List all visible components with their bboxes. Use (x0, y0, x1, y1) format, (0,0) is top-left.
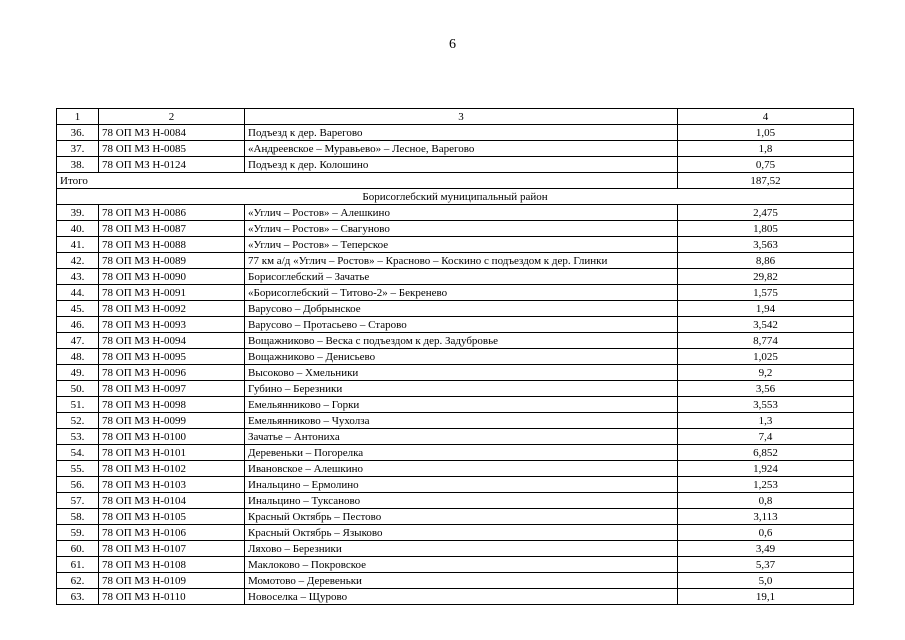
road-name-cell: «Углич – Ростов» – Свагуново (245, 221, 678, 237)
road-name-cell: «Борисоглебский – Титово-2» – Бекренево (245, 285, 678, 301)
table-header-row (57, 109, 854, 125)
road-code-cell: 78 ОП МЗ Н-0085 (99, 141, 245, 157)
road-name-cell: Деревеньки – Погорелка (245, 445, 678, 461)
row-number-cell: 52. (57, 413, 99, 429)
road-code-cell: 78 ОП МЗ Н-0099 (99, 413, 245, 429)
road-length-cell: 29,82 (678, 269, 854, 285)
table-row (57, 285, 854, 301)
row-number-cell: 42. (57, 253, 99, 269)
road-code-cell: 78 ОП МЗ Н-0109 (99, 573, 245, 589)
road-length-cell: 8,774 (678, 333, 854, 349)
road-code-cell: 78 ОП МЗ Н-0084 (99, 125, 245, 141)
row-number-cell: 44. (57, 285, 99, 301)
row-number-cell: 49. (57, 365, 99, 381)
road-name-cell: Новоселка – Щурово (245, 589, 678, 605)
road-length-cell: 0,75 (678, 157, 854, 173)
road-code-cell: 78 ОП МЗ Н-0089 (99, 253, 245, 269)
road-length-cell: 7,4 (678, 429, 854, 445)
row-number-cell: 62. (57, 573, 99, 589)
row-number-cell: 47. (57, 333, 99, 349)
table-row (57, 157, 854, 173)
table-row (57, 381, 854, 397)
table-row (57, 269, 854, 285)
road-name-cell: Инальцино – Ермолино (245, 477, 678, 493)
table-row (57, 557, 854, 573)
table-row (57, 253, 854, 269)
row-number-cell: 57. (57, 493, 99, 509)
row-number-cell: 50. (57, 381, 99, 397)
road-name-cell: Красный Октябрь – Языково (245, 525, 678, 541)
table-row (57, 301, 854, 317)
row-number-cell: 39. (57, 205, 99, 221)
roads-table-body (57, 109, 854, 605)
row-number-cell: 37. (57, 141, 99, 157)
table-row (57, 525, 854, 541)
road-name-cell: Красный Октябрь – Пестово (245, 509, 678, 525)
road-length-cell: 19,1 (678, 589, 854, 605)
road-length-cell: 9,2 (678, 365, 854, 381)
total-row (57, 173, 854, 189)
road-code-cell: 78 ОП МЗ Н-0092 (99, 301, 245, 317)
table-row (57, 573, 854, 589)
table-row (57, 333, 854, 349)
table-row (57, 413, 854, 429)
road-name-cell: Ляхово – Березники (245, 541, 678, 557)
row-number-cell: 40. (57, 221, 99, 237)
table-row (57, 349, 854, 365)
road-length-cell: 3,49 (678, 541, 854, 557)
table-row (57, 589, 854, 605)
road-length-cell: 1,05 (678, 125, 854, 141)
row-number-cell: 46. (57, 317, 99, 333)
road-name-cell: Подъезд к дер. Колошино (245, 157, 678, 173)
table-row (57, 493, 854, 509)
road-name-cell: Момотово – Деревеньки (245, 573, 678, 589)
road-length-cell: 5,0 (678, 573, 854, 589)
road-length-cell: 3,56 (678, 381, 854, 397)
table-row (57, 541, 854, 557)
row-number-cell: 51. (57, 397, 99, 413)
road-length-cell: 0,6 (678, 525, 854, 541)
table-row (57, 237, 854, 253)
road-length-cell: 5,37 (678, 557, 854, 573)
road-length-cell: 2,475 (678, 205, 854, 221)
road-name-cell: Варусово – Добрынское (245, 301, 678, 317)
road-length-cell: 3,542 (678, 317, 854, 333)
header-cell-code: 2 (99, 109, 245, 125)
road-code-cell: 78 ОП МЗ Н-0102 (99, 461, 245, 477)
road-code-cell: 78 ОП МЗ Н-0103 (99, 477, 245, 493)
road-code-cell: 78 ОП МЗ Н-0088 (99, 237, 245, 253)
road-code-cell: 78 ОП МЗ Н-0100 (99, 429, 245, 445)
table-row (57, 397, 854, 413)
road-code-cell: 78 ОП МЗ Н-0087 (99, 221, 245, 237)
road-name-cell: 77 км а/д «Углич – Ростов» – Красново – Коскино с подъездом к дер. Глинки (245, 253, 678, 269)
road-code-cell: 78 ОП МЗ Н-0104 (99, 493, 245, 509)
road-name-cell: Варусово – Протасьево – Старово (245, 317, 678, 333)
table-row (57, 477, 854, 493)
header-cell-number: 1 (57, 109, 99, 125)
total-value: 187,52 (678, 173, 854, 189)
road-code-cell: 78 ОП МЗ Н-0105 (99, 509, 245, 525)
header-cell-name: 3 (245, 109, 678, 125)
row-number-cell: 38. (57, 157, 99, 173)
table-row (57, 461, 854, 477)
road-length-cell: 1,575 (678, 285, 854, 301)
table-row (57, 125, 854, 141)
row-number-cell: 43. (57, 269, 99, 285)
table-row (57, 141, 854, 157)
table-row (57, 317, 854, 333)
table-row (57, 365, 854, 381)
district-title: Борисоглебский муниципальный район (57, 189, 854, 205)
row-number-cell: 58. (57, 509, 99, 525)
road-code-cell: 78 ОП МЗ Н-0094 (99, 333, 245, 349)
road-code-cell: 78 ОП МЗ Н-0107 (99, 541, 245, 557)
road-name-cell: «Андреевское – Муравьево» – Лесное, Варегово (245, 141, 678, 157)
road-length-cell: 3,113 (678, 509, 854, 525)
road-length-cell: 1,8 (678, 141, 854, 157)
road-length-cell: 3,563 (678, 237, 854, 253)
row-number-cell: 63. (57, 589, 99, 605)
road-name-cell: Ивановское – Алешкино (245, 461, 678, 477)
road-length-cell: 6,852 (678, 445, 854, 461)
row-number-cell: 56. (57, 477, 99, 493)
road-code-cell: 78 ОП МЗ Н-0101 (99, 445, 245, 461)
road-code-cell: 78 ОП МЗ Н-0106 (99, 525, 245, 541)
table-row (57, 445, 854, 461)
total-label: Итого (57, 173, 678, 189)
road-name-cell: Инальцино – Туксаново (245, 493, 678, 509)
header-cell-length: 4 (678, 109, 854, 125)
road-code-cell: 78 ОП МЗ Н-0098 (99, 397, 245, 413)
district-row (57, 189, 854, 205)
road-code-cell: 78 ОП МЗ Н-0086 (99, 205, 245, 221)
row-number-cell: 48. (57, 349, 99, 365)
road-name-cell: Емельянниково – Чухолза (245, 413, 678, 429)
road-length-cell: 8,86 (678, 253, 854, 269)
road-code-cell: 78 ОП МЗ Н-0110 (99, 589, 245, 605)
road-name-cell: Емельянниково – Горки (245, 397, 678, 413)
row-number-cell: 55. (57, 461, 99, 477)
table-row (57, 221, 854, 237)
road-code-cell: 78 ОП МЗ Н-0091 (99, 285, 245, 301)
road-length-cell: 3,553 (678, 397, 854, 413)
table-row (57, 509, 854, 525)
road-length-cell: 1,253 (678, 477, 854, 493)
table-row (57, 205, 854, 221)
road-length-cell: 0,8 (678, 493, 854, 509)
road-name-cell: Подъезд к дер. Варегово (245, 125, 678, 141)
road-name-cell: Вощажниково – Денисьево (245, 349, 678, 365)
page-number: 6 (449, 37, 456, 52)
row-number-cell: 61. (57, 557, 99, 573)
road-name-cell: Высоково – Хмельники (245, 365, 678, 381)
road-code-cell: 78 ОП МЗ Н-0124 (99, 157, 245, 173)
road-name-cell: «Углич – Ростов» – Алешкино (245, 205, 678, 221)
road-length-cell: 1,94 (678, 301, 854, 317)
road-name-cell: Борисоглебский – Зачатье (245, 269, 678, 285)
row-number-cell: 36. (57, 125, 99, 141)
road-code-cell: 78 ОП МЗ Н-0108 (99, 557, 245, 573)
road-length-cell: 1,924 (678, 461, 854, 477)
road-name-cell: Вощажниково – Веска с подъездом к дер. Задубровье (245, 333, 678, 349)
road-length-cell: 1,025 (678, 349, 854, 365)
road-code-cell: 78 ОП МЗ Н-0093 (99, 317, 245, 333)
road-name-cell: Зачатье – Антониха (245, 429, 678, 445)
row-number-cell: 53. (57, 429, 99, 445)
row-number-cell: 60. (57, 541, 99, 557)
roads-table (56, 108, 854, 605)
row-number-cell: 45. (57, 301, 99, 317)
road-length-cell: 1,3 (678, 413, 854, 429)
road-name-cell: Маклоково – Покровское (245, 557, 678, 573)
row-number-cell: 54. (57, 445, 99, 461)
road-name-cell: «Углич – Ростов» – Теперское (245, 237, 678, 253)
road-name-cell: Губино – Березники (245, 381, 678, 397)
road-code-cell: 78 ОП МЗ Н-0097 (99, 381, 245, 397)
table-row (57, 429, 854, 445)
row-number-cell: 59. (57, 525, 99, 541)
road-code-cell: 78 ОП МЗ Н-0095 (99, 349, 245, 365)
road-length-cell: 1,805 (678, 221, 854, 237)
road-code-cell: 78 ОП МЗ Н-0090 (99, 269, 245, 285)
road-code-cell: 78 ОП МЗ Н-0096 (99, 365, 245, 381)
row-number-cell: 41. (57, 237, 99, 253)
